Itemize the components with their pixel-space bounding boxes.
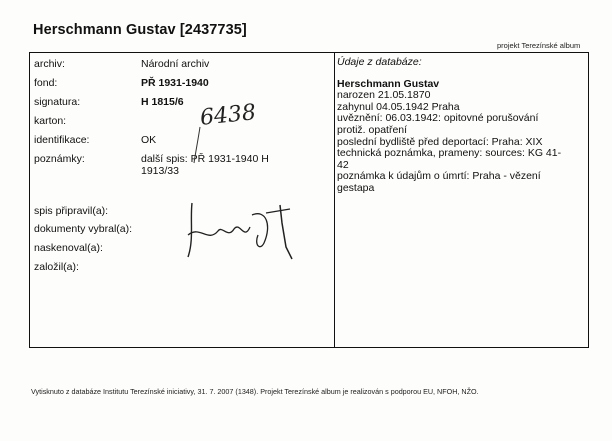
- label-identifikace: identifikace:: [34, 134, 90, 146]
- label-spis-pripravil: spis připravil(a):: [34, 205, 109, 217]
- column-divider: [334, 53, 335, 347]
- value-fond: PŘ 1931-1940: [141, 77, 209, 89]
- value-poznamky-cont: 1913/33: [141, 165, 179, 177]
- value-archiv: Národní archiv: [141, 58, 210, 70]
- database-line: 42: [337, 158, 349, 171]
- label-karton: karton:: [34, 115, 67, 127]
- database-heading: Údaje z databáze:: [337, 56, 422, 68]
- value-identifikace: OK: [141, 134, 157, 146]
- label-poznamky: poznámky:: [34, 153, 85, 165]
- label-zalozil: založil(a):: [34, 261, 79, 273]
- database-line: zahynul 04.05.1942 Praha: [337, 100, 460, 113]
- label-signatura: signatura:: [34, 96, 81, 108]
- database-line: uvěznění: 06.03.1942: opitovné porušování: [337, 112, 539, 125]
- database-block: [337, 57, 585, 195]
- value-poznamky: další spis: PŘ 1931-1940 H: [141, 153, 269, 165]
- label-dokumenty-vybral: dokumenty vybral(a):: [34, 223, 133, 235]
- label-archiv: archiv:: [34, 58, 65, 70]
- value-signatura: H 1815/6: [141, 96, 184, 108]
- database-line: gestapa: [337, 181, 375, 194]
- record-title: Herschmann Gustav [2437735]: [33, 22, 247, 38]
- label-fond: fond:: [34, 77, 58, 89]
- project-label: projekt Terezínské album: [497, 41, 581, 50]
- database-line: narozen 21.05.1870: [337, 89, 431, 102]
- label-naskenoval: naskenoval(a):: [34, 242, 103, 254]
- database-line: poslední bydliště před deportací: Praha: XIX: [337, 135, 543, 148]
- pen-stroke-icon: [188, 125, 208, 165]
- print-footer: Vytisknuto z databáze Institutu Terezínské iniciativy, 31. 7. 2007 (1348). Projekt Terezínské album je realizován s podporou EU, NFOH, NŽO.: [31, 387, 479, 396]
- handwritten-signature: [170, 195, 310, 265]
- handwritten-karton-number: 6438: [198, 100, 258, 131]
- database-line: technická poznámka, prameny: sources: KG 41-: [337, 147, 562, 160]
- database-line: poznámka k údajům o úmrtí: Praha - vězení: [337, 170, 541, 183]
- database-name: Herschmann Gustav: [337, 77, 440, 90]
- database-line: protiž. opatření: [337, 123, 408, 136]
